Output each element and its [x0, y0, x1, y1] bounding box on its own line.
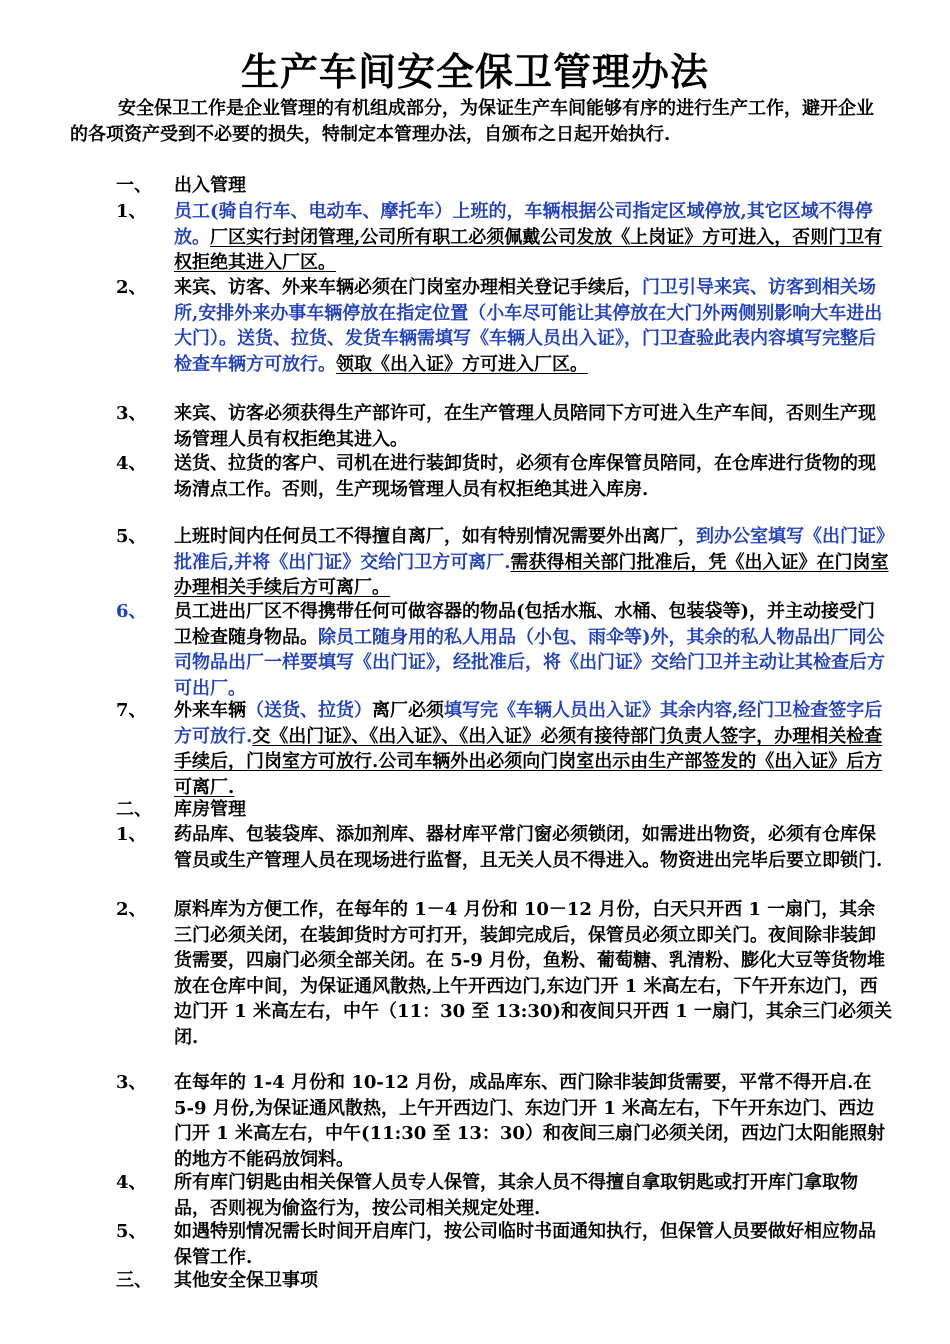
list-item-2-2 — [116, 897, 892, 1050]
item-text-part: 填写完《车辆人员出入证》其余内容,经门卫检查签字后方可放行. — [174, 700, 883, 747]
item-text-part: 门卫引导来宾、访客到相关场所,安排外来办事车辆停放在指定位置（小车尽可能让其停放在大门外两侧别影响大车进出大门）。送货、拉货、发货车辆需填写《车辆人员出入证》，门卫查验此表内容填写完整后检查车辆方可放行。 — [174, 277, 883, 375]
item-number: 7、 — [116, 700, 147, 721]
document-title: 生产车间安全保卫管理办法 — [240, 50, 709, 94]
list-item-1-3 — [116, 401, 892, 452]
list-item-1-5 — [116, 524, 892, 601]
section-heading-1 — [116, 173, 246, 199]
item-number: 4、 — [116, 1172, 147, 1193]
item-text-part: 来宾、访客、外来车辆必须在门岗室办理相关登记手续后， — [174, 277, 642, 298]
item-text-part: 交《出门证》、《出入证》、《出入证》必须有接待部门负责人签字，办理相关检查手续后，门岗室方可放行.公司车辆外出必须向门岗室出示由生产部签发的《出入证》后方可离厂. — [174, 725, 883, 798]
item-text-part: 员工(骑自行车、电动车、摩托车）上班的，车辆根据公司指定区域停放,其它区域不得停放。 — [174, 201, 873, 248]
item-text-part: 厂区实行封闭管理,公司所有职工必须佩戴公司发放《上岗证》方可进入，否则门卫有权拒绝其进入厂区。 — [174, 226, 883, 273]
section-title: 其他安全保卫事项 — [174, 1270, 318, 1291]
item-text-part: 领取《出入证》方可进入厂区。 — [336, 353, 588, 375]
item-text-part: 如遇特别情况需长时间开启库门，按公司临时书面通知执行，但保管人员要做好相应物品保管工作. — [174, 1221, 876, 1268]
item-text-part: 到办公室填写《出门证》批准后,并将《出门证》交给门卫方可离厂. — [174, 526, 885, 573]
section-title: 库房管理 — [174, 799, 246, 820]
item-text-part: 员工进出厂区不得携带任何可做容器的物品(包括水瓶、水桶、包装袋等)，并主动接受门卫检查随身物品。 — [174, 601, 876, 648]
list-item-2-3 — [116, 1070, 892, 1172]
item-number: 2、 — [116, 277, 147, 298]
list-item-2-4 — [116, 1170, 892, 1221]
list-item-1-7 — [116, 698, 892, 800]
item-number: 3、 — [116, 403, 147, 424]
item-number: 5、 — [116, 1221, 147, 1242]
item-text-part: 来宾、访客必须获得生产部许可，在生产管理人员陪同下方可进入生产车间，否则生产现场管理人员有权拒绝其进入。 — [174, 403, 876, 450]
item-number: 3、 — [116, 1072, 147, 1093]
list-item-1-4 — [116, 451, 892, 502]
section-number: 一、 — [116, 175, 152, 196]
section-title: 出入管理 — [174, 175, 246, 196]
item-number: 5、 — [116, 526, 147, 547]
section-number: 二、 — [116, 799, 152, 820]
item-text-part: 除员工随身用的私人用品（小包、雨伞等)外，其余的私人物品出厂同公司物品出厂一样要填写《出门证》，经批准后，将《出门证》交给门卫并主动让其检查后方可出厂。 — [174, 626, 885, 699]
item-text-part: 在每年的 1-4 月份和 10-12 月份，成品库东、西门除非装卸货需要，平常不得开启.在 5-9 月份,为保证通风散热，上午开西边门、东边门开 1 米高左右，下午开东边门、西边门开 1 米高左右，中午(11:30 至 13：30）和夜间三扇门必须关闭，西边门太阳能照射的地方不能码放饲料。 — [174, 1072, 885, 1170]
item-text-part: 原料库为方便工作，在每年的 1－4 月份和 10－12 月份，白天只开西 1 一扇门，其余三门必须关闭，在装卸货时方可打开，装卸完成后，保管员必须立即关门。夜间除非装卸货需要，四扇门必须全部关闭。在 5-9 月份，鱼粉、葡萄糖、乳清粉、膨化大豆等货物堆放在仓库中间，为保证通风散热,上午开西边门,东边门开 1 米高左右，下午开东边门，西边门开 1 米高左右，中午（11：30 至 13:30)和夜间只开西 1 一扇门，其余三门必须关闭. — [174, 899, 893, 1048]
item-number: 1、 — [116, 824, 147, 845]
item-text-part: （送货、拉货） — [246, 700, 372, 721]
list-item-1-2 — [116, 275, 892, 377]
item-number: 2、 — [116, 899, 147, 920]
section-number: 三、 — [116, 1270, 152, 1291]
list-item-1-1 — [116, 199, 892, 276]
item-text-part: 送货、拉货的客户、司机在进行装卸货时，必须有仓库保管员陪同，在仓库进行货物的现场清点工作。否则，生产现场管理人员有权拒绝其进入库房. — [174, 453, 876, 500]
item-text-part: 外来车辆 — [174, 700, 246, 721]
intro-paragraph: 安全保卫工作是企业管理的有机组成部分，为保证生产车间能够有序的进行生产工作，避开企业的各项资产受到不必要的损失，特制定本管理办法，自颁布之日起开始执行. — [70, 98, 874, 145]
list-item-2-1 — [116, 822, 892, 873]
item-number: 1、 — [116, 201, 147, 222]
item-number: 6、 — [116, 601, 147, 622]
section-heading-3 — [116, 1268, 318, 1294]
item-text-part: 药品库、包装袋库、添加剂库、器材库平常门窗必须锁闭，如需进出物资，必须有仓库保管员或生产管理人员在现场进行监督，且无关人员不得进入。物资进出完毕后要立即锁门. — [174, 824, 883, 871]
item-text-part: 所有库门钥匙由相关保管人员专人保管，其余人员不得擅自拿取钥匙或打开库门拿取物品，否则视为偷盗行为，按公司相关规定处理. — [174, 1172, 858, 1219]
item-text-part: 需获得相关部门批准后，凭《出入证》在门岗室办理相关手续后方可离厂。 — [174, 551, 889, 598]
section-heading-2 — [116, 797, 246, 823]
item-number: 4、 — [116, 453, 147, 474]
item-text-part: 上班时间内任何员工不得擅自离厂，如有特别情况需要外出离厂， — [174, 526, 696, 547]
list-item-2-5 — [116, 1219, 892, 1270]
list-item-1-6 — [116, 599, 892, 701]
item-text-part: 离厂必须 — [372, 700, 444, 721]
